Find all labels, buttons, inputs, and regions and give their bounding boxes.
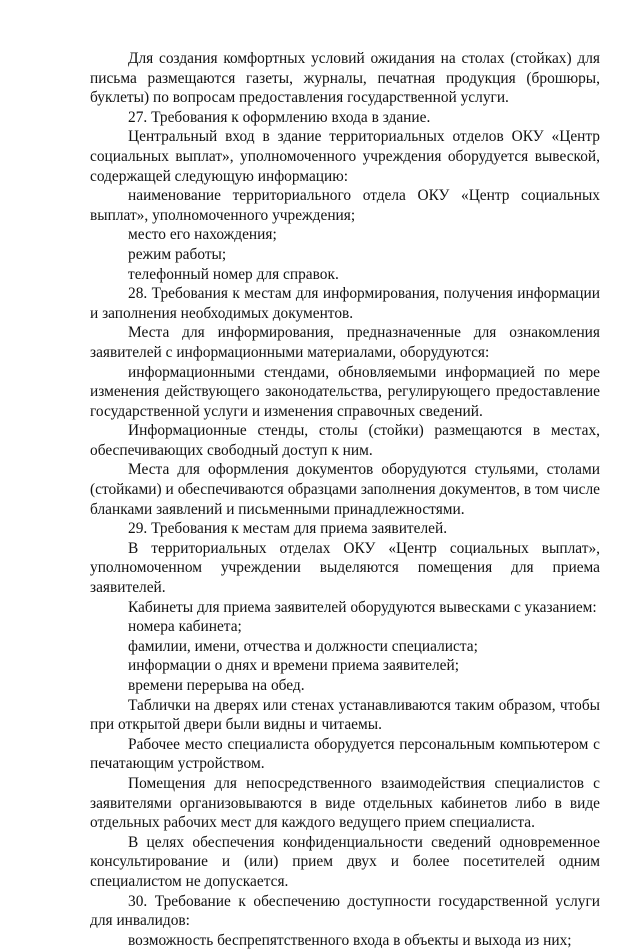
paragraph: Для создания комфортных условий ожидания на столах (стойках) для письма размещаются газеты, журналы, печатная продукция (брошюры, буклеты) по вопросам предоставления государственной услуги. [90, 50, 600, 107]
paragraph: Кабинеты для приема заявителей оборудуются вывесками с указанием: [128, 598, 597, 616]
section-heading-27: 27. Требования к оформлению входа в здание. [128, 108, 431, 126]
section-heading-28: 28. Требования к местам для информирования, получения информации и заполнения необходимых документов. [90, 285, 600, 322]
list-item: информации о днях и времени приема заявителей; [128, 657, 460, 675]
list-item: телефонный номер для справок. [128, 265, 339, 283]
list-item: наименование территориального отдела ОКУ «Центр социальных выплат», уполномоченного учреждения; [90, 187, 600, 224]
paragraph: Информационные стенды, столы (стойки) размещаются в местах, обеспечивающих свободный доступ к ним. [90, 422, 600, 459]
list-item: фамилии, имени, отчества и должности специалиста; [128, 637, 478, 655]
paragraph: Места для информирования, предназначенные для ознакомления заявителей с информационными материалами, оборудуются: [90, 324, 600, 361]
list-item: место его нахождения; [128, 226, 277, 244]
paragraph: Рабочее место специалиста оборудуется персональным компьютером с печатающим устройством. [90, 735, 600, 773]
paragraph: Центральный вход в здание территориальных отделов ОКУ «Центр социальных выплат», уполномоченного учреждения оборудуется вывеской, содержащей следующую информацию: [90, 128, 600, 185]
paragraph: Места для оформления документов оборудуются стульями, столами (стойками) и обеспечиваются образцами заполнения документов, в том числе бланками заявлений и письменными принадлежностями. [90, 461, 600, 518]
paragraph: В территориальных отделах ОКУ «Центр социальных выплат», уполномоченном учреждении выделяются помещения для приема заявителей. [90, 539, 600, 597]
section-heading-29: 29. Требования к местам для приема заявителей. [128, 520, 448, 538]
list-item: режим работы; [128, 245, 227, 263]
paragraph: Помещения для непосредственного взаимодействия специалистов с заявителями организовываются в виде отдельных кабинетов либо в виде отдельных рабочих мест для каждого ведущего прием специалиста. [90, 774, 600, 832]
list-item: времени перерыва на обед. [128, 677, 305, 694]
paragraph: Таблички на дверях или стенах устанавливаются таким образом, чтобы при открытой двери были видны и читаемы. [90, 696, 600, 734]
list-item: номера кабинета; [128, 618, 242, 636]
document-body [0, 49, 640, 950]
section-heading-30: 30. Требование к обеспечению доступности государственной услуги для инвалидов: [90, 892, 600, 930]
list-item: возможность беспрепятственного входа в объекты и выхода из них; [128, 931, 572, 949]
paragraph: В целях обеспечения конфиденциальности сведений одновременное консультирование и (или) прием двух и более посетителей одним специалистом не допускается. [90, 833, 600, 890]
list-item: информационными стендами, обновляемыми информацией по мере изменения действующего законодательства, регулирующего предоставление государственной услуги и изменения справочных сведений. [90, 363, 600, 420]
